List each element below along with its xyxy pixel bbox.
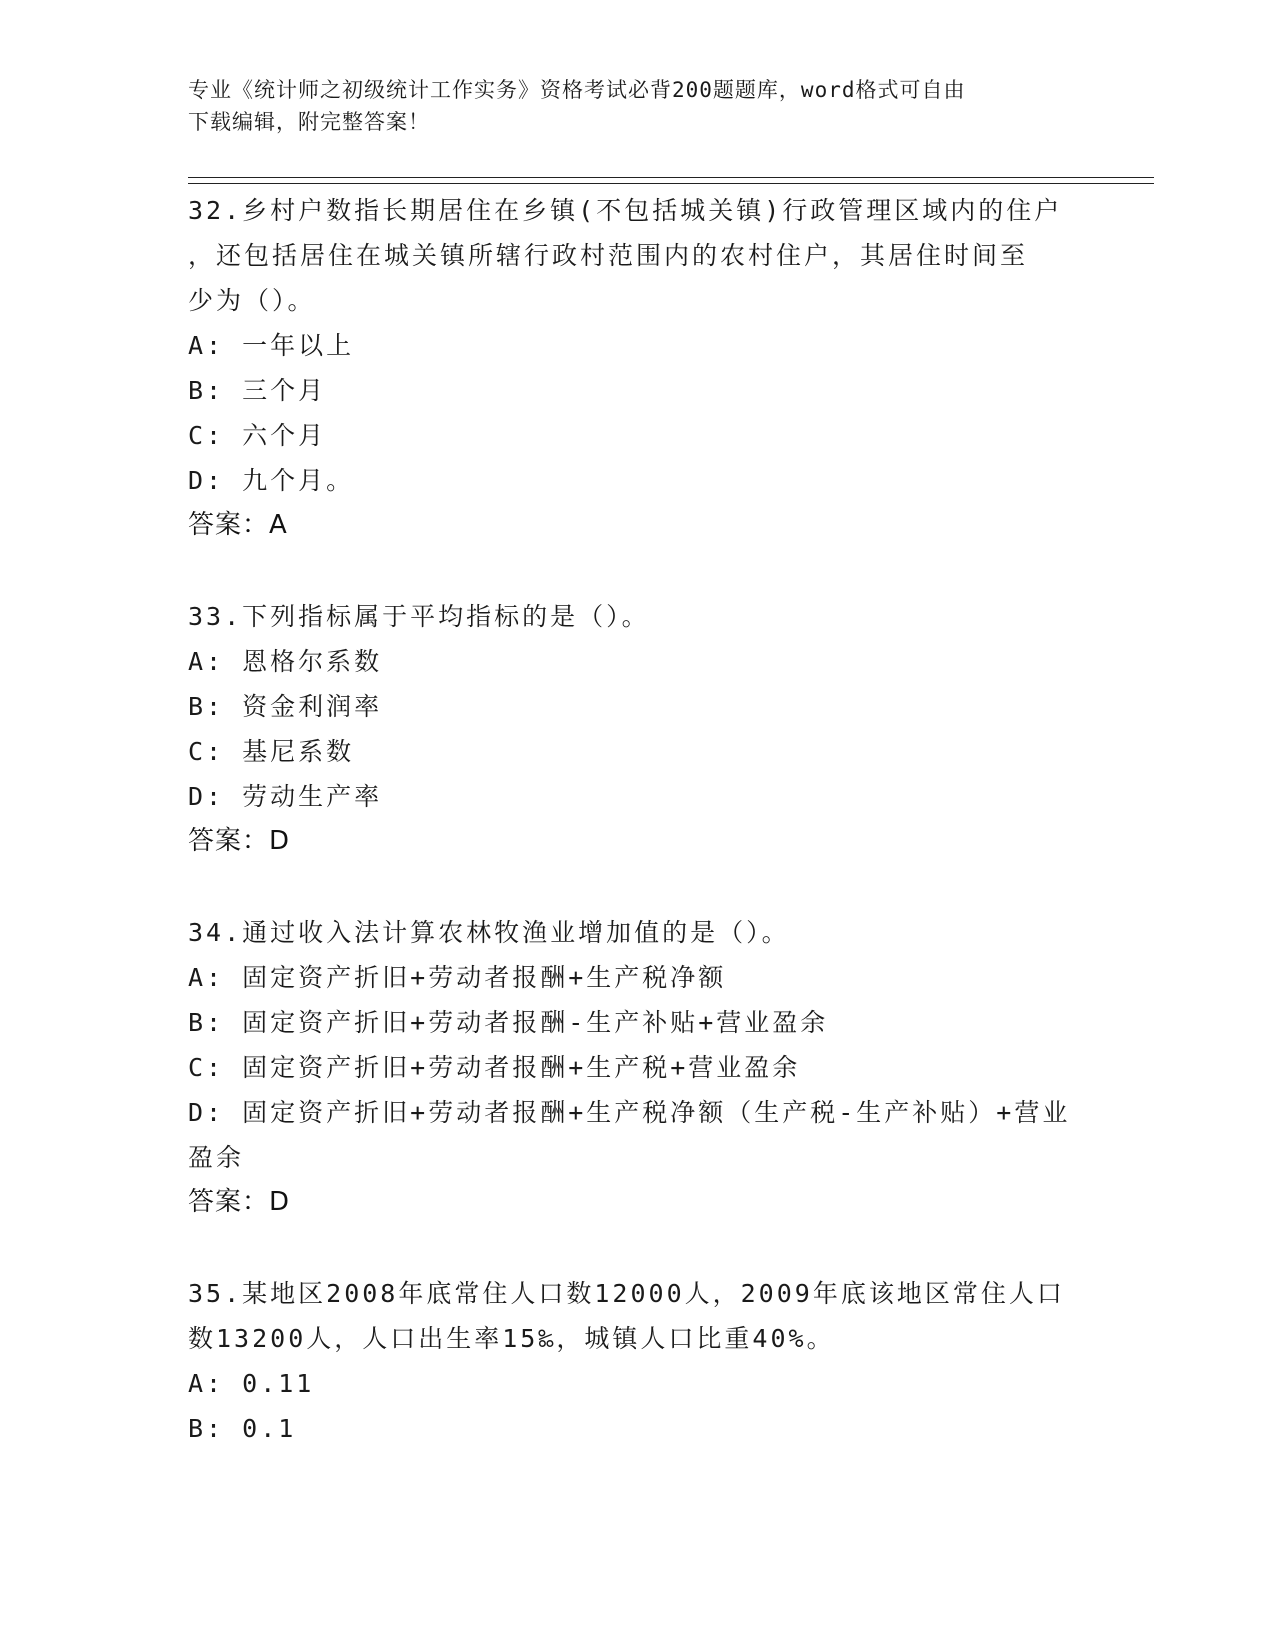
question-32	[188, 188, 1068, 548]
question-stem-line: ，还包括居住在城关镇所辖行政村范围内的农村住户，其居住时间至	[188, 241, 1029, 270]
spacer	[188, 1225, 1068, 1271]
option-b: B: 三个月	[188, 376, 327, 405]
option-d-continued: 盈余	[188, 1143, 245, 1172]
question-stem-line: 34.通过收入法计算农林牧渔业增加值的是（）。	[188, 918, 790, 947]
answer: 答案：D	[188, 826, 291, 856]
option-a: A: 0.11	[188, 1369, 315, 1398]
question-stem-line: 33.下列指标属于平均指标的是（）。	[188, 602, 650, 631]
option-c: C: 基尼系数	[188, 737, 355, 766]
answer: 答案：D	[188, 1187, 291, 1217]
question-33	[188, 594, 1068, 864]
option-b: B: 0.1	[188, 1414, 297, 1443]
option-a: A: 固定资产折旧+劳动者报酬+生产税净额	[188, 963, 727, 992]
option-c: C: 固定资产折旧+劳动者报酬+生产税+营业盈余	[188, 1053, 801, 1082]
option-a: A: 一年以上	[188, 331, 355, 360]
header-line-1: 专业《统计师之初级统计工作实务》资格考试必背200题题库，word格式可自由	[188, 78, 966, 102]
header-line-2: 下载编辑，附完整答案！	[188, 110, 430, 134]
question-stem-line: 32.乡村户数指长期居住在乡镇(不包括城关镇)行政管理区域内的住户	[188, 196, 1063, 225]
option-d: D: 九个月。	[188, 466, 355, 495]
option-a: A: 恩格尔系数	[188, 647, 383, 676]
spacer	[188, 548, 1068, 594]
option-d: D: 固定资产折旧+劳动者报酬+生产税净额（生产税-生产补贴）+营业	[188, 1098, 1071, 1127]
header-divider-top	[188, 177, 1154, 178]
question-stem-line: 少为（）。	[188, 286, 316, 315]
option-b: B: 固定资产折旧+劳动者报酬-生产补贴+营业盈余	[188, 1008, 829, 1037]
question-stem-line: 35.某地区2008年底常住人口数12000人，2009年底该地区常住人口	[188, 1279, 1065, 1308]
question-stem-line: 数13200人，人口出生率15‰，城镇人口比重40%。	[188, 1324, 835, 1353]
document-header	[188, 74, 1068, 138]
question-35	[188, 1271, 1068, 1451]
answer: 答案：A	[188, 510, 288, 540]
option-d: D: 劳动生产率	[188, 782, 383, 811]
question-34	[188, 910, 1071, 1225]
question-list	[188, 188, 1071, 1451]
option-c: C: 六个月	[188, 421, 327, 450]
option-b: B: 资金利润率	[188, 692, 383, 721]
header-divider-bottom	[188, 183, 1154, 184]
spacer	[188, 864, 1068, 910]
